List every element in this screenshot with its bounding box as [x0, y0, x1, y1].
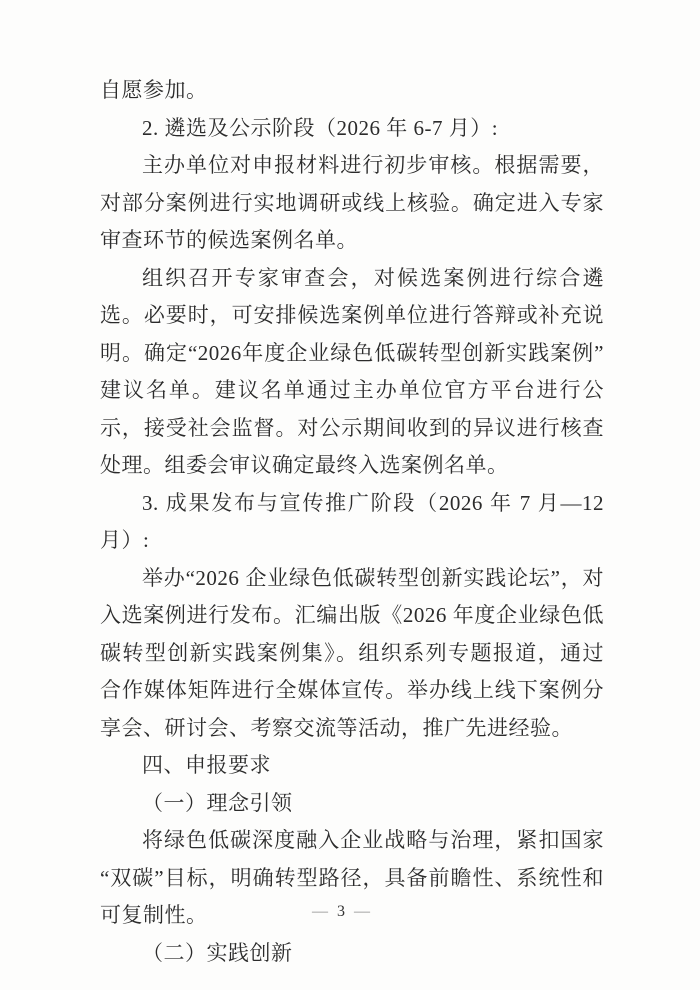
page-number: 3	[337, 903, 345, 920]
page-footer	[0, 900, 691, 924]
document-body	[100, 72, 604, 972]
paragraph: （二）实践创新	[142, 940, 293, 965]
paragraph: 自愿参加。	[100, 78, 208, 102]
paragraph: 组织召开专家审查会，对候选案例进行综合遴选。必要时，可安排候选案例单位进行答辩或补充说明。确定“2026年度企业绿色低碳转型创新实践案例”建议名单。建议名单通过主办单位官方平台进行公示，接受社会监督。对公示期间收到的异议进行核查处理。组委会审议确定最终入选案例名单。	[100, 265, 604, 477]
paragraph: 主办单位对申报材料进行初步审核。根据需要，对部分案例进行实地调研或线上核验。确定进入专家审查环节的候选案例名单。	[100, 153, 604, 252]
footer-left-dash: —	[312, 903, 328, 920]
paragraph: 将绿色低碳深度融入企业战略与治理，紧扣国家“双碳”目标，明确转型路径，具备前瞻性、系统性和可复制性。	[100, 828, 604, 927]
paragraph: （一）理念引领	[142, 790, 293, 815]
paragraph: 3. 成果发布与宣传推广阶段（2026 年 7 月—12 月）:	[100, 490, 604, 552]
paragraph: 举办“2026 企业绿色低碳转型创新实践论坛”，对入选案例进行发布。汇编出版《2026 年度企业绿色低碳转型创新实践案例集》。组织系列专题报道，通过合作媒体矩阵进行全媒体宣传。举办线上线下案例分享会、研讨会、考察交流等活动，推广先进经验。	[100, 565, 604, 740]
paragraph: 2. 遴选及公示阶段（2026 年 6-7 月）:	[142, 115, 499, 140]
footer-right-dash: —	[354, 903, 370, 920]
paragraph: 四、申报要求	[142, 753, 271, 777]
